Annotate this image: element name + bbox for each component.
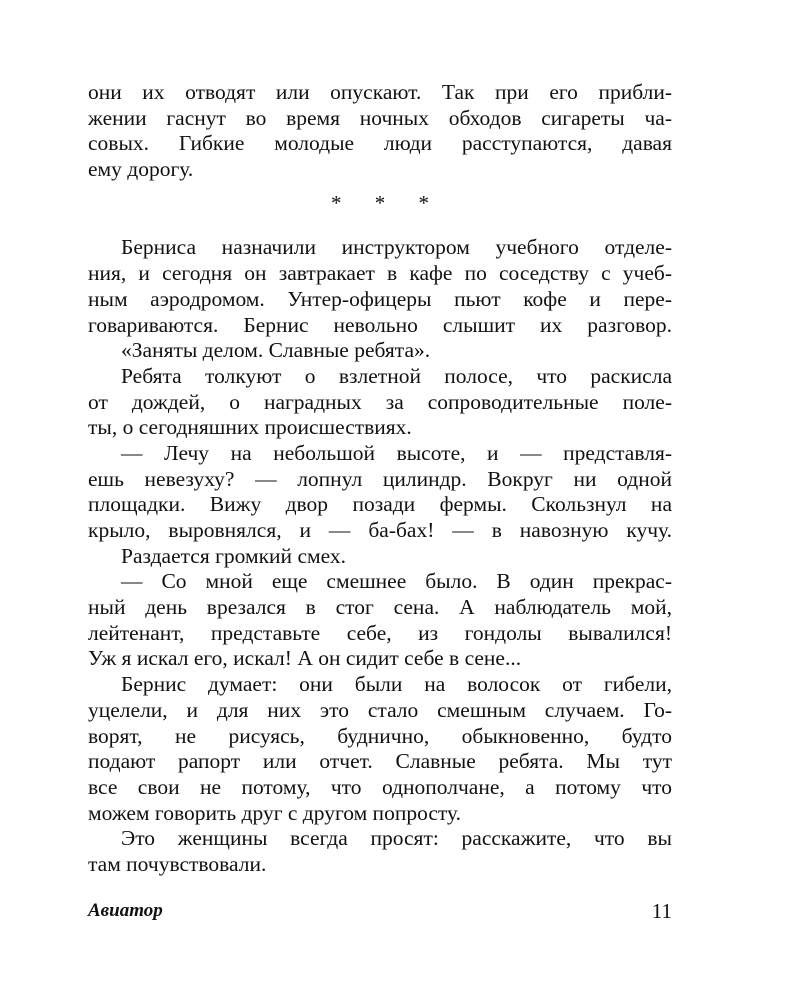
text-line: Берниса назначили инструктором учебного отделе- (121, 235, 672, 260)
text-line: лейтенант, представьте себе, из гондолы вывалился! (88, 620, 672, 645)
text-line: Ребята толкуют о взлетной полосе, что раскисла (121, 363, 672, 388)
text-line: они их отводят или опускают. Так при его прибли- (88, 80, 672, 104)
text-line: говариваются. Бернис невольно слышит их разговор. (88, 312, 672, 337)
text-line: там почувствовали. (88, 851, 267, 876)
text-line: уцелели, и для них это стало смешным случаем. Го- (88, 697, 672, 722)
text-line: совых. Гибкие молодые люди расступаются, давая (88, 131, 672, 156)
paragraph (88, 364, 672, 441)
text-line: Уж я искал его, искал! А он сидит себе в сене... (88, 646, 522, 671)
text-line: подают рапорт или отчет. Славные ребята. Мы тут (88, 749, 672, 774)
page-body (88, 80, 672, 878)
text-line: ты, о сегодняшних происшествиях. (88, 415, 412, 440)
page-footer (88, 898, 672, 924)
text-line: ешь невезуху? — лопнул цилиндр. Вокруг ни одной (88, 466, 672, 491)
text-line: жении гаснут во время ночных обходов сигареты ча- (88, 105, 672, 130)
text-line: все свои не потому, что однополчане, а потому что (88, 774, 672, 799)
text-line: Раздается громкий смех. (121, 543, 346, 568)
paragraph (88, 80, 672, 183)
paragraph (88, 544, 672, 570)
text-line: от дождей, о наградных за сопроводительные поле- (88, 389, 672, 414)
page-number: 11 (651, 899, 672, 923)
text-line: ему дорогу. (88, 157, 194, 182)
section-separator: * * * (331, 190, 443, 215)
text-line: «Заняты делом. Славные ребята». (121, 338, 431, 363)
paragraph (88, 441, 672, 544)
text-line: ния, и сегодня он завтракает в кафе по соседству с учеб- (88, 261, 672, 286)
text-line: Бернис думает: они были на волосок от гибели, (121, 672, 672, 697)
text-line: ный день врезался в стог сена. А наблюдатель мой, (88, 595, 672, 620)
text-line: крыло, выровнялся, и — ба-бах! — в навозную кучу. (88, 518, 672, 542)
paragraph (88, 235, 672, 338)
paragraph (88, 338, 672, 364)
paragraph (88, 672, 672, 826)
text-line: ворят, не рисуясь, буднично, обыкновенно, будто (88, 723, 672, 748)
paragraph (88, 826, 672, 877)
text-line: — Лечу на небольшой высоте, и — представля- (121, 440, 672, 465)
text-line: площадки. Вижу двор позади фермы. Скользнул на (88, 492, 672, 517)
running-title: Авиатор (88, 900, 163, 921)
text-line: можем говорить друг с другом попросту. (88, 800, 461, 825)
text-line: ным аэродромом. Унтер-офицеры пьют кофе и пере- (88, 286, 672, 311)
paragraph (88, 569, 672, 672)
text-line: — Со мной еще смешнее было. В один прекрас- (121, 569, 672, 594)
text-line: Это женщины всегда просят: расскажите, что вы (121, 826, 672, 851)
